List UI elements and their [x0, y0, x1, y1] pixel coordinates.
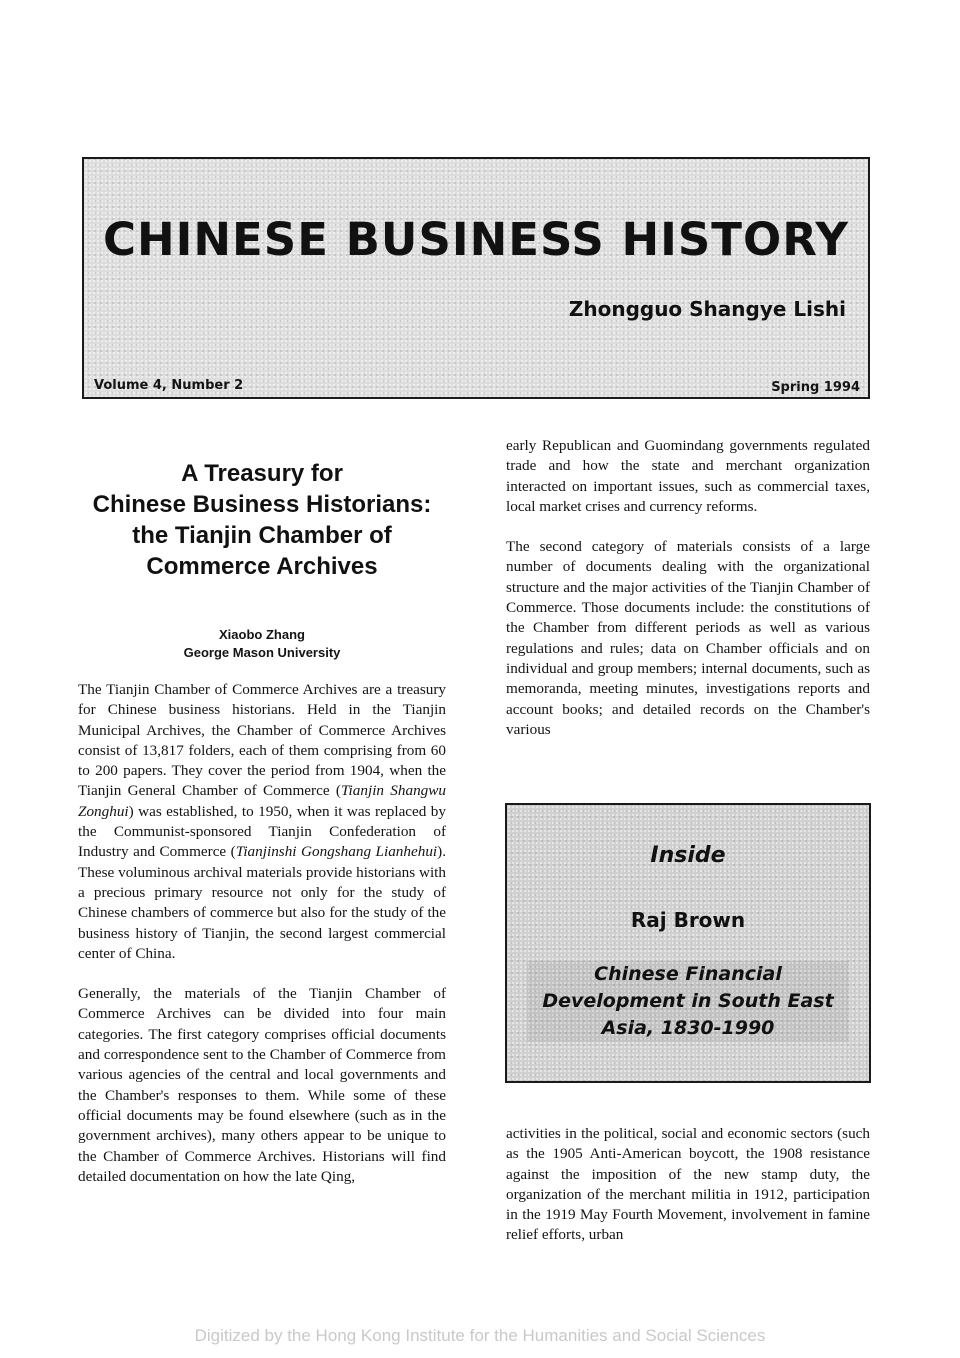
left-column	[78, 458, 446, 1187]
article-title	[78, 458, 446, 582]
inside-article-line: Development in South East	[542, 990, 834, 1012]
article-title-line: A Treasury for	[181, 460, 343, 487]
masthead	[82, 157, 870, 399]
italic-term: Tianjin Shangwu Zonghui	[78, 782, 447, 820]
author-name: Xiaobo Zhang	[219, 627, 305, 642]
newsletter-title: CHINESE BUSINESS HISTORY	[102, 213, 850, 266]
volume-number: Volume 4, Number 2	[94, 378, 244, 393]
author-affiliation: George Mason University	[183, 645, 341, 660]
inside-author: Raj Brown	[630, 908, 746, 932]
inside-box	[505, 803, 871, 1083]
digitization-credit: Digitized by the Hong Kong Institute for the Humanities and Social Sciences	[194, 1326, 766, 1345]
paragraph: The second category of materials consists of a large number of documents dealing with the organizational structure and the major activities of the Tianjin Chamber of Commerce. Those documents include: the constitutions of the Chamber from different periods as well as various regulations and rules; data on Chamber officials and on individual and group members; internal documents, such as memoranda, meeting minutes, investigations reports and account books; and detailed records on the Chamber's various	[506, 538, 870, 738]
issue-date: Spring 1994	[771, 380, 860, 395]
paragraph: early Republican and Guomindang governments regulated trade and how the state and merchant organization interacted on important issues, such as commercial taxes, local market crises and currency reforms.	[506, 437, 870, 515]
right-column-continued	[506, 1124, 870, 1246]
italic-term: Tianjinshi Gongshang Lianhehui	[235, 843, 438, 861]
inside-article-line: Asia, 1830-1990	[601, 1017, 775, 1039]
inside-heading: Inside	[650, 843, 726, 868]
text-run: The Tianjin Chamber of Commerce Archives are a treasury for Chinese business historians. Held in the Tianjin Municipal Archives, the Chamber of Commerce Archives consist of 13,817 folders, each of them comprising from 60 to 200 papers. They cover the period from 1904, when the Tianjin General Chamber of Commerce (	[78, 681, 446, 800]
text-run: ). These voluminous archival materials provide historians with a precious primary resource not only for the study of Chinese chambers of commerce but also for the study of the business history of Tianjin, the second largest commercial center of China.	[78, 843, 446, 962]
paragraph	[78, 680, 446, 964]
article-title-line: Chinese Business Historians:	[92, 491, 432, 518]
newsletter-subtitle: Zhongguo Shangye Lishi	[568, 297, 846, 321]
byline	[78, 626, 446, 662]
article-title-line: Commerce Archives	[146, 553, 378, 580]
paragraph: activities in the political, social and economic sectors (such as the 1905 Anti-American boycott, the 1908 resistance against the imposition of the new stamp duty, the organization of the merchant militia in 1912, participation in the 1919 May Fourth Movement, involvement in famine relief efforts, urban	[506, 1125, 870, 1244]
inside-article-line: Chinese Financial	[594, 963, 782, 985]
article-title-line: the Tianjin Chamber of	[132, 522, 392, 549]
right-column	[506, 436, 870, 740]
inside-article-title	[527, 961, 849, 1042]
paragraph: Generally, the materials of the Tianjin Chamber of Commerce Archives can be divided into four main categories. The first category comprises official documents and correspondence sent to the Chamber of Commerce from various agencies of the central and local governments and the Chamber's responses to them. While some of these official documents may be found elsewhere (such as in the government archives), many others appear to be unique to the Chamber of Commerce Archives. Historians will find detailed documentation on how the late Qing,	[78, 985, 446, 1185]
text-run: ) was established, to 1950, when it was replaced by the Communist-sponsored Tianjin Confederation of Industry and Commerce (	[78, 802, 446, 861]
